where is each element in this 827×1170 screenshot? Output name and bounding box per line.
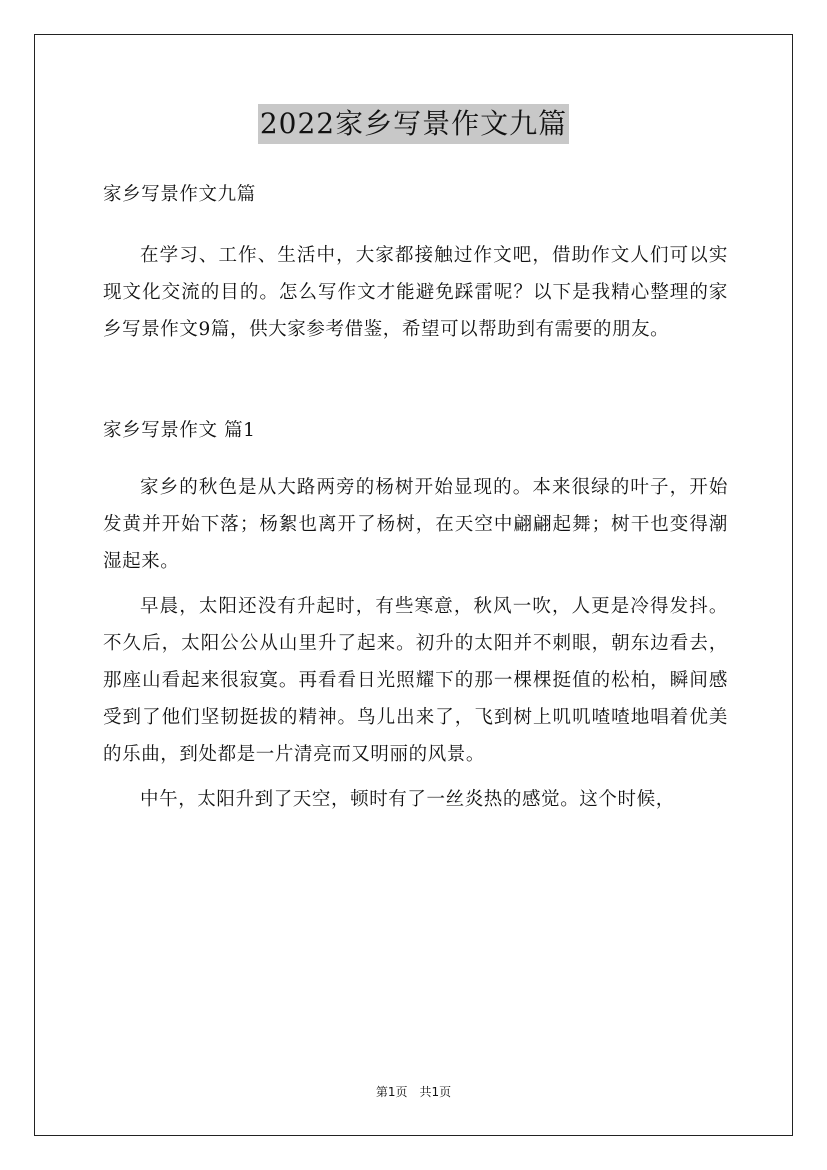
subtitle: 家乡写景作文九篇 xyxy=(103,184,256,205)
document-title: 2022家乡写景作文九篇 xyxy=(258,104,569,144)
document-body xyxy=(103,176,728,826)
section-heading: 家乡写景作文 篇1 xyxy=(103,420,256,441)
paragraph-1: 家乡的秋色是从大路两旁的杨树开始显现的。本来很绿的叶子，开始发黄并开始下落；杨絮也离开了杨树，在天空中翩翩起舞；树干也变得潮湿起来。 xyxy=(103,477,728,572)
page-total: 共1页 xyxy=(419,1085,452,1099)
page-footer xyxy=(0,1083,827,1100)
paragraph-2: 早晨，太阳还没有升起时，有些寒意，秋风一吹，人更是冷得发抖。不久后，太阳公公从山里升了起来。初升的太阳并不刺眼，朝东边看去，那座山看起来很寂寞。再看看日光照耀下的那一棵棵挺值的松柏，瞬间感受到了他们坚韧挺拔的精神。鸟儿出来了，飞到树上叽叽喳喳地唱着优美的乐曲，到处都是一片清亮而又明丽的风景。 xyxy=(103,596,728,765)
page-number: 第1页 xyxy=(375,1085,408,1099)
paragraph-3: 中午，太阳升到了天空，顿时有了一丝炎热的感觉。这个时候， xyxy=(140,789,675,810)
title-container xyxy=(0,104,827,144)
intro-paragraph: 在学习、工作、生活中，大家都接触过作文吧，借助作文人们可以实现文化交流的目的。怎么写作文才能避免踩雷呢？以下是我精心整理的家乡写景作文9篇，供大家参考借鉴，希望可以帮助到有需要的朋友。 xyxy=(103,245,728,340)
